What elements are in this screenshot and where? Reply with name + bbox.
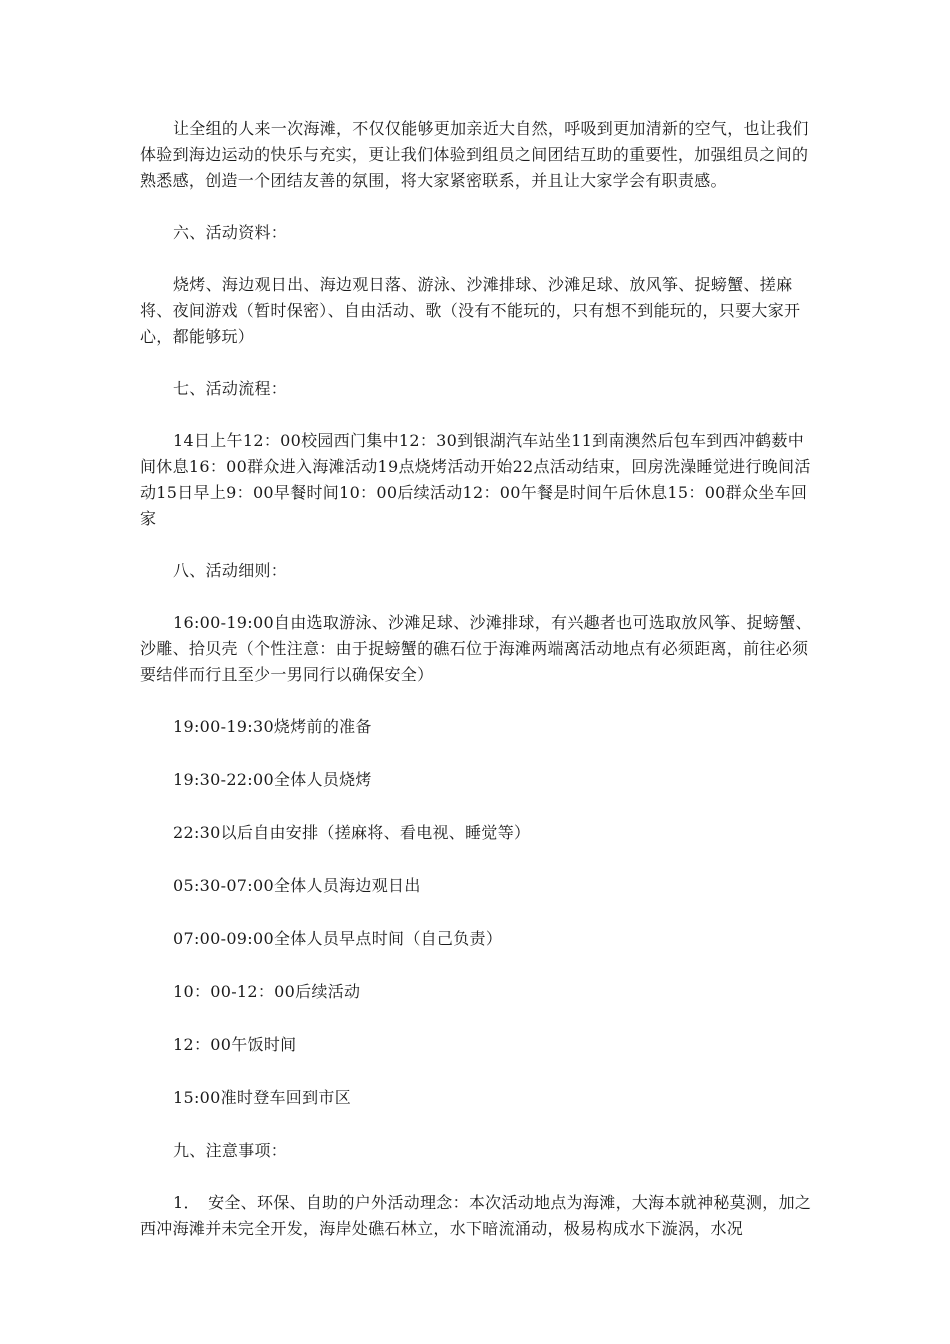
section-6-heading: 六、活动资料： — [173, 223, 288, 242]
section-6-body: 烧烤、海边观日出、海边观日落、游泳、沙滩排球、沙滩足球、放风筝、捉螃蟹、搓麻将、夜间游戏（暂时保密）、自由活动、歌（没有不能玩的，只有想不到能玩的，只要大家开心，都能够玩） — [140, 275, 801, 346]
intro-paragraph: 让全组的人来一次海滩，不仅仅能够更加亲近大自然，呼吸到更加清新的空气，也让我们体验到海边运动的快乐与充实，更让我们体验到组员之间团结互助的重要性，加强组员之间的熟悉感，创造一个团结友善的氛围，将大家紧密联系，并且让大家学会有职责感。 — [140, 119, 809, 190]
schedule-item: 15:00准时登车回到市区 — [173, 1088, 352, 1107]
schedule-item: 12：00午饭时间 — [173, 1035, 297, 1054]
document-body — [140, 116, 820, 1242]
section-9-item-1: 1． 安全、环保、自助的户外活动理念：本次活动地点为海滩，大海本就神秘莫测，加之西冲海滩并未完全开发，海岸处礁石林立，水下暗流涌动，极易构成水下漩涡，水况 — [140, 1193, 812, 1238]
schedule-item: 22:30以后自由安排（搓麻将、看电视、睡觉等） — [173, 823, 531, 842]
section-8-heading: 八、活动细则： — [173, 561, 288, 580]
schedule-item: 19:00-19:30烧烤前的准备 — [173, 717, 372, 736]
schedule-item: 05:30-07:00全体人员海边观日出 — [173, 876, 421, 895]
section-9-heading: 九、注意事项： — [173, 1141, 288, 1160]
schedule-item: 10：00-12：00后续活动 — [173, 982, 361, 1001]
section-7-heading: 七、活动流程： — [173, 379, 288, 398]
section-7-body: 14日上午12：00校园西门集中12：30到银湖汽车站坐11到南澳然后包车到西冲鹤薮中间休息16：00群众进入海滩活动19点烧烤活动开始22点活动结束，回房洗澡睡觉进行晚间活动15日早上9：00早餐时间10：00后续活动12：00午餐是时间午后休息15：00群众坐车回家 — [140, 431, 811, 528]
section-8-detail: 16:00-19:00自由选取游泳、沙滩足球、沙滩排球，有兴趣者也可选取放风筝、捉螃蟹、沙雕、拾贝壳（个性注意：由于捉螃蟹的礁石位于海滩两端离活动地点有必须距离，前往必须要结伴而行且至少一男同行以确保安全） — [140, 613, 812, 684]
schedule-item: 19:30-22:00全体人员烧烤 — [173, 770, 372, 789]
schedule-item: 07:00-09:00全体人员早点时间（自己负责） — [173, 929, 503, 948]
